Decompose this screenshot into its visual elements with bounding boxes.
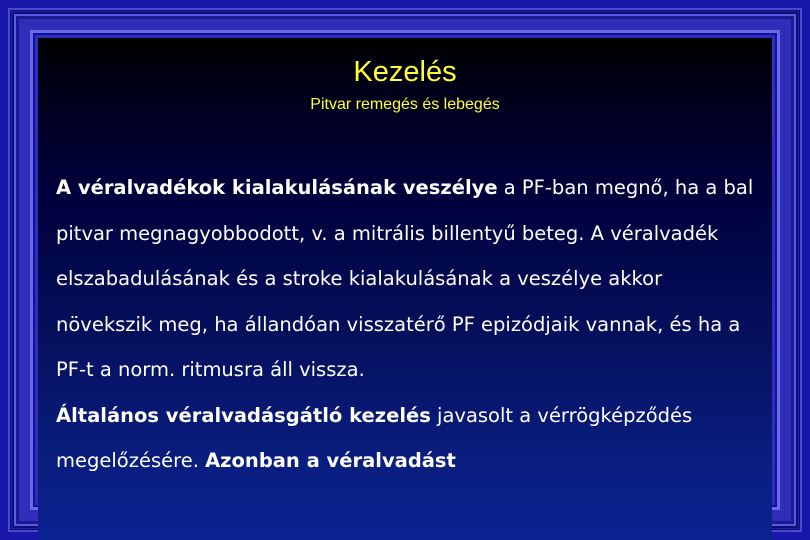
slide-content [38,38,772,540]
paragraph-risk-bold: A véralvadékok kialakulásának veszélye [56,176,498,199]
slide-subtitle: Pitvar remegés és lebegés [310,96,500,113]
paragraph-treatment-text: javasolt a vérrögképződés megelőzésére. [56,403,693,472]
paragraph-treatment [56,393,762,484]
slide-title: Kezelés [353,56,457,88]
slide-body [56,165,762,484]
paragraph-risk-text: a PF-ban megnő, ha a bal pitvar megnagyobbodott, v. a mitrális billentyű beteg. A véralvadék elszabadulásának és a stroke kialakulásának a veszélye akkor növekszik meg, ha állandóan visszatérő PF epizódjaik vannak, és ha a PF-t a norm. ritmusra áll vissza. [56,176,754,381]
paragraph-risk [56,165,762,393]
paragraph-treatment-bold-tail: Azonban a véralvadást [205,449,456,472]
paragraph-treatment-bold: Általános véralvadásgátló kezelés [56,403,431,427]
